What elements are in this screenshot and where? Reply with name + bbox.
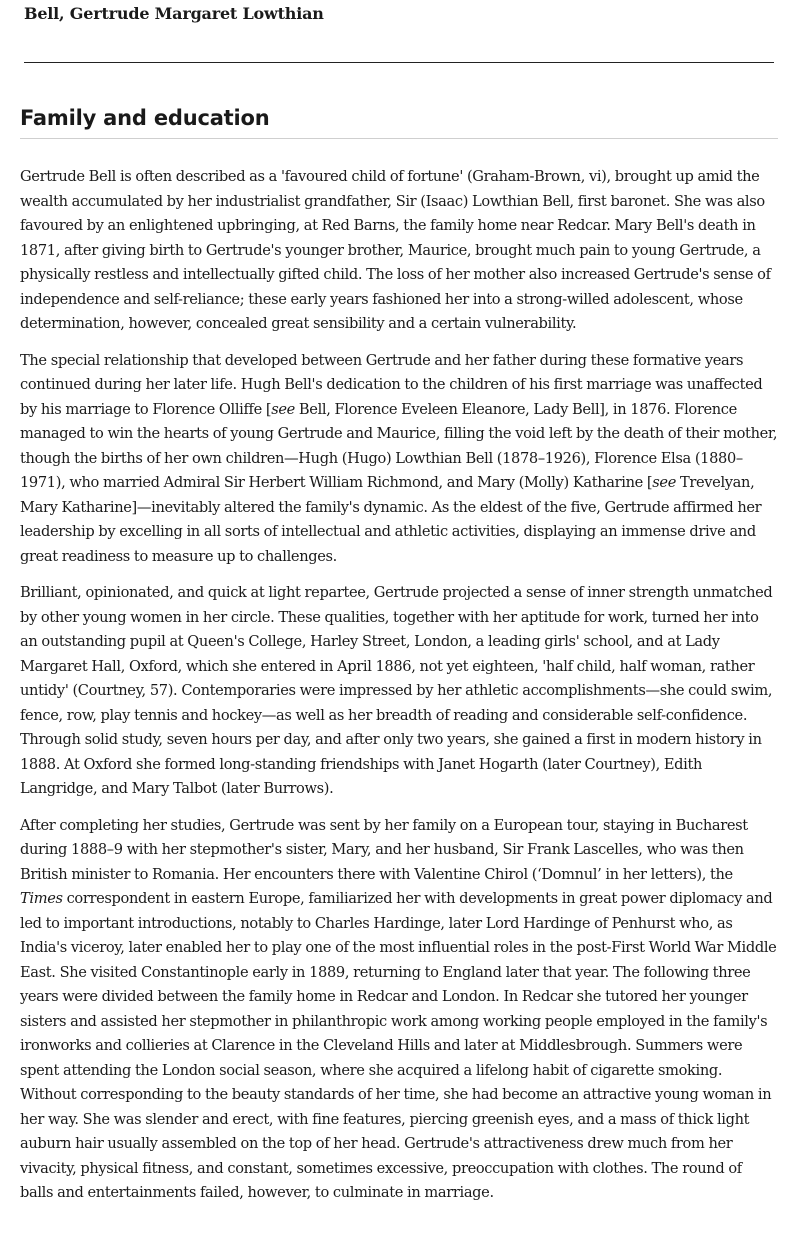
paragraph-1 [20, 165, 778, 337]
paragraph-2 [20, 349, 778, 570]
text-run: correspondent in eastern Europe, familiarized her with developments in great power diplomacy and led to important introductions, notably to Charles Hardinge, later Lord Hardinge of Penhurst who, as India's viceroy, later enabled her to play one of the most influential roles in the post-First World War Middle East. She visited Constantinople early in 1889, returning to England later that year. The following three years were divided between the family home in Redcar and London. In Redcar she tutored her younger sisters and assisted her stepmother in philanthropic work among working people employed in the family's ironworks and collieries at Clarence in the Cleveland Hills and later at Middlesbrough. Summers were spent attending the London social season, where she acquired a lifelong habit of cigarette smoking. Without corresponding to the beauty standards of her time, she had become an attractive young woman in her way. She was slender and erect, with fine features, piercing greenish eyes, and a mass of thick light auburn hair usually assembled on the top of her head. Gertrude's attractiveness drew much from her vivacity, physical fitness, and constant, sometimes excessive, preoccupation with clothes. The round of balls and entertainments failed, however, to culminate in marriage. [20, 890, 777, 1201]
article-title: Bell, Gertrude Margaret Lowthian [24, 4, 324, 23]
paragraph-3 [20, 581, 778, 802]
italic-text-run: see [652, 474, 676, 491]
text-run: After completing her studies, Gertrude was sent by her family on a European tour, staying in Bucharest during 1888–9 with her stepmother's sister, Mary, and her husband, Sir Frank Lascelles, who was then British minister to Romania. Her encounters there with Valentine Chirol (‘Domnul’ in her letters), the [20, 816, 748, 883]
section-body [20, 165, 778, 1206]
section-family-and-education [20, 104, 778, 1218]
text-run: Bell, Florence Eveleen Eleanore, Lady Bell], in 1876. Florence managed to win the hearts of young Gertrude and Maurice, filling the void left by the death of their mother, though the births of her own children—Hugh (Hugo) Lowthian Bell (1878–1926), Florence Elsa (1880–1971), who married Admiral Sir Herbert William Richmond, and Mary (Molly) Katharine [ [20, 400, 778, 491]
text-run: Gertrude Bell is often described as a 'favoured child of fortune' (Graham-Brown, vi), brought up amid the wealth accumulated by her industrialist grandfather, Sir (Isaac) Lowthian Bell, first baronet. She was also favoured by an enlightened upbringing, at Red Barns, the family home near Redcar. Mary Bell's death in 1871, after giving birth to Gertrude's younger brother, Maurice, brought much pain to young Gertrude, a physically restless and intellectually gifted child. The loss of her mother also increased Gertrude's sense of independence and self-reliance; these early years fashioned her into a strong-willed adolescent, whose determination, however, concealed great sensibility and a certain vulnerability. [20, 168, 771, 332]
paragraph-4 [20, 814, 778, 1206]
italic-text-run: Times [20, 890, 63, 907]
text-run: The special relationship that developed between Gertrude and her father during these formative years continued during her later life. Hugh Bell's dedication to the children of his first marriage was unaffected by his marriage to Florence Olliffe [ [20, 351, 763, 418]
article-header [24, 0, 774, 63]
italic-text-run: see [271, 400, 295, 418]
section-heading: Family and education [20, 104, 778, 139]
text-run: Trevelyan, Mary Katharine]—inevitably altered the family's dynamic. As the eldest of the five, Gertrude affirmed her leadership by excelling in all sorts of intellectual and athletic activities, displaying an immense drive and great readiness to measure up to challenges. [20, 474, 762, 565]
text-run: Brilliant, opinionated, and quick at light repartee, Gertrude projected a sense of inner strength unmatched by other young women in her circle. These qualities, together with her aptitude for work, turned her into an outstanding pupil at Queen's College, Harley Street, London, a leading girls' school, and at Lady Margaret Hall, Oxford, which she entered in April 1886, not yet eighteen, 'half child, half woman, rather untidy' (Courtney, 57). Contemporaries were impressed by her athletic accomplishments—she could swim, fence, row, play tennis and hockey—as well as her breadth of reading and considerable self-confidence. Through solid study, seven hours per day, and after only two years, she gained a first in modern history in 1888. At Oxford she formed long-standing friendships with Janet Hogarth (later Courtney), Edith Langridge, and Mary Talbot (later Burrows). [20, 584, 773, 797]
